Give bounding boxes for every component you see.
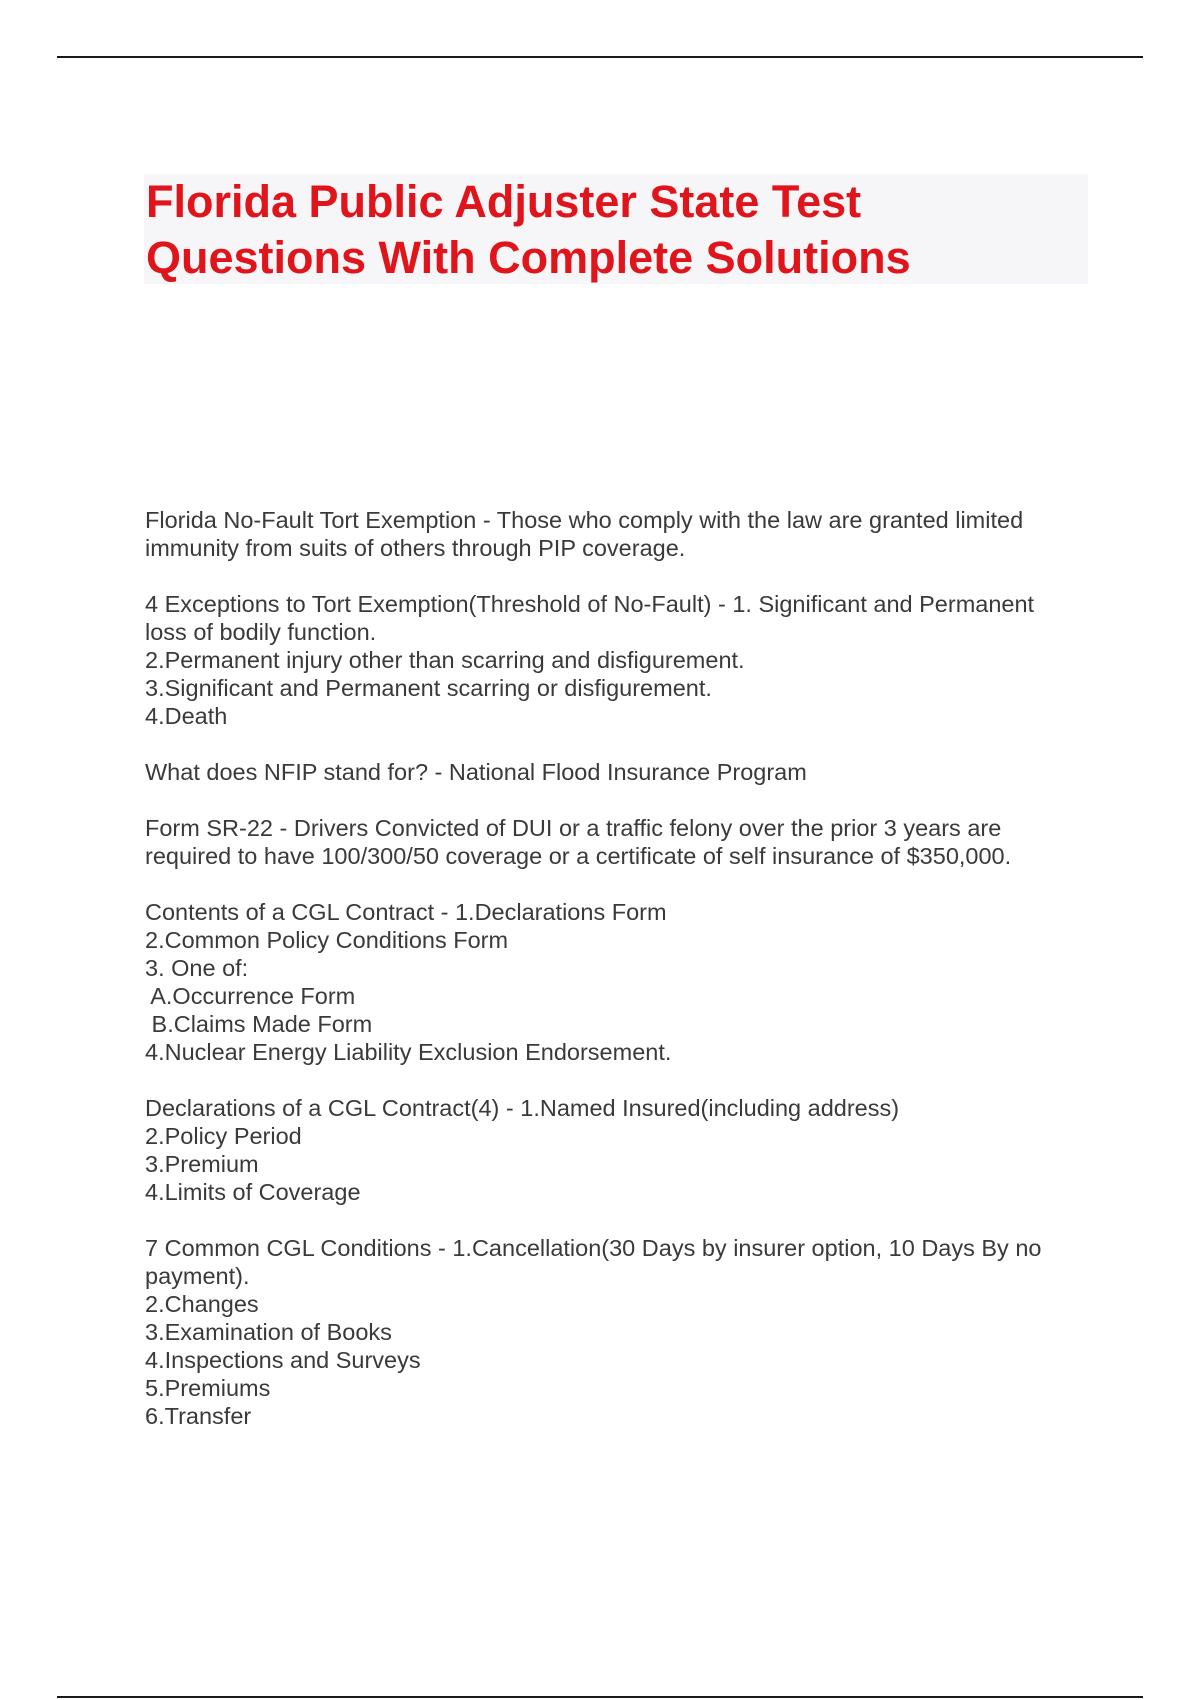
entry-line: 4 Exceptions to Tort Exemption(Threshold of No-Fault) - 1. Significant and Permanent bbox=[145, 591, 1035, 617]
entry-line: 4.Nuclear Energy Liability Exclusion Endorsement. bbox=[145, 1039, 672, 1065]
entry-line: B.Claims Made Form bbox=[145, 1011, 373, 1037]
entry-line: Declarations of a CGL Contract(4) - 1.Named Insured(including address) bbox=[145, 1095, 900, 1121]
entry-line: Form SR-22 - Drivers Convicted of DUI or a traffic felony over the prior 3 years are bbox=[145, 815, 1002, 841]
qa-entry-sr22 bbox=[145, 814, 1085, 870]
entry-line: 3. One of: bbox=[145, 955, 249, 981]
document-title bbox=[144, 174, 1088, 284]
qa-entry-tort-exceptions bbox=[145, 590, 1085, 730]
entry-line: 4.Inspections and Surveys bbox=[145, 1347, 421, 1373]
entry-line: 4.Limits of Coverage bbox=[145, 1179, 361, 1205]
qa-entry-no-fault-exemption bbox=[145, 506, 1085, 562]
entry-line: loss of bodily function. bbox=[145, 619, 377, 645]
entry-line: 3.Premium bbox=[145, 1151, 259, 1177]
qa-entry-nfip bbox=[145, 758, 1085, 786]
entry-line: 2.Permanent injury other than scarring and disfigurement. bbox=[145, 647, 745, 673]
entry-line: Florida No-Fault Tort Exemption - Those who comply with the law are granted limited bbox=[145, 507, 1024, 533]
entry-line: immunity from suits of others through PIP coverage. bbox=[145, 535, 686, 561]
qa-entry-cgl-contents bbox=[145, 898, 1085, 1066]
top-divider bbox=[57, 56, 1143, 58]
entry-line: 5.Premiums bbox=[145, 1375, 271, 1401]
entry-line: Contents of a CGL Contract - 1.Declarations Form bbox=[145, 899, 667, 925]
entry-line: 2.Common Policy Conditions Form bbox=[145, 927, 509, 953]
entry-line: A.Occurrence Form bbox=[145, 983, 356, 1009]
entry-line: 3.Examination of Books bbox=[145, 1319, 392, 1345]
title-line-1: Florida Public Adjuster State Test bbox=[146, 176, 862, 227]
entry-line: 2.Policy Period bbox=[145, 1123, 302, 1149]
entry-line: 3.Significant and Permanent scarring or disfigurement. bbox=[145, 675, 712, 701]
entry-line: 2.Changes bbox=[145, 1291, 259, 1317]
entry-line: required to have 100/300/50 coverage or a certificate of self insurance of $350,000. bbox=[145, 843, 1012, 869]
bottom-divider bbox=[57, 1696, 1143, 1698]
entry-line: payment). bbox=[145, 1263, 250, 1289]
entry-line: 6.Transfer bbox=[145, 1403, 252, 1429]
qa-content bbox=[145, 506, 1085, 1458]
entry-line: 4.Death bbox=[145, 703, 228, 729]
qa-entry-cgl-declarations bbox=[145, 1094, 1085, 1206]
entry-line: What does NFIP stand for? - National Flood Insurance Program bbox=[145, 759, 807, 785]
entry-line: 7 Common CGL Conditions - 1.Cancellation(30 Days by insurer option, 10 Days By no bbox=[145, 1235, 1042, 1261]
title-line-2: Questions With Complete Solutions bbox=[146, 232, 911, 283]
qa-entry-cgl-conditions bbox=[145, 1234, 1085, 1430]
